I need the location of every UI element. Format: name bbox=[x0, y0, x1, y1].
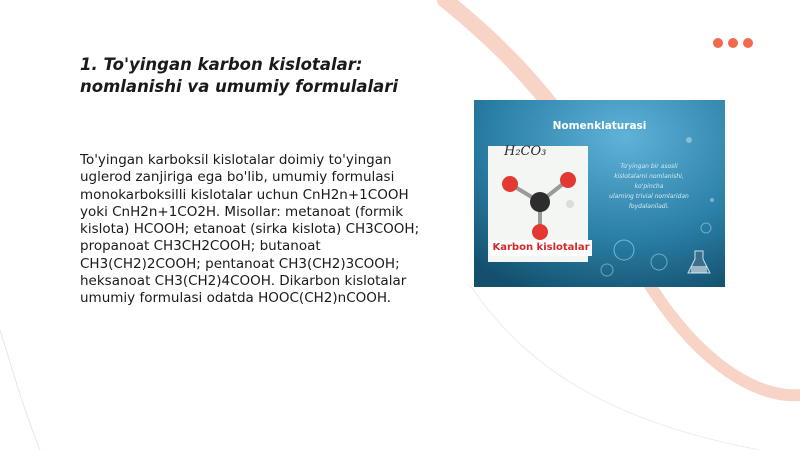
dot bbox=[743, 38, 753, 48]
body-text: To'yingan karboksil kislotalar doimiy to'yingan uglerod zanjiriga ega bo'lib, umumiy formulasi monokarboksilli kislotalar uchun CnH2n+1COOH yoki CnH2n+1CO2H. Misollar: metanoat (formik kislota) HCOOH; etanoat (sirka kislota) CH3COOH; propanoat CH3CH2COOH; butanoat CH3(CH2)2COOH; pentanoat CH3(CH2)3COOH; heksanoat CH3(CH2)4COOH. Dikarbon kislotalar umumiy formulasi odatda HOOC(CH2)nCOOH. bbox=[80, 152, 420, 307]
formula-text: H₂CO₃ bbox=[504, 144, 547, 159]
caption-line: ularning trivial nomlaridan bbox=[609, 193, 689, 200]
illustration-image bbox=[474, 100, 725, 287]
title-line-1: 1. To'yingan karbon kislotalar: bbox=[80, 55, 363, 74]
decor-line-left bbox=[0, 330, 40, 450]
image-label: Karbon kislotalar bbox=[490, 240, 592, 256]
flask-icon bbox=[684, 248, 714, 278]
title-line-2: nomlanishi va umumiy formulalari bbox=[80, 77, 399, 96]
molecule-icon bbox=[488, 162, 588, 252]
caption-line: foydalaniladi. bbox=[628, 203, 670, 210]
caption-line: ko'pincha bbox=[634, 183, 664, 190]
caption-line: kislotalarni nomlanishi, bbox=[614, 173, 684, 180]
menu-dots-icon[interactable] bbox=[713, 38, 753, 48]
slide-title bbox=[80, 54, 410, 98]
caption-line: To'yingan bir asosli bbox=[620, 163, 678, 170]
image-caption bbox=[594, 162, 704, 212]
dot bbox=[728, 38, 738, 48]
image-heading: Nomenklaturasi bbox=[552, 120, 647, 132]
dot bbox=[713, 38, 723, 48]
